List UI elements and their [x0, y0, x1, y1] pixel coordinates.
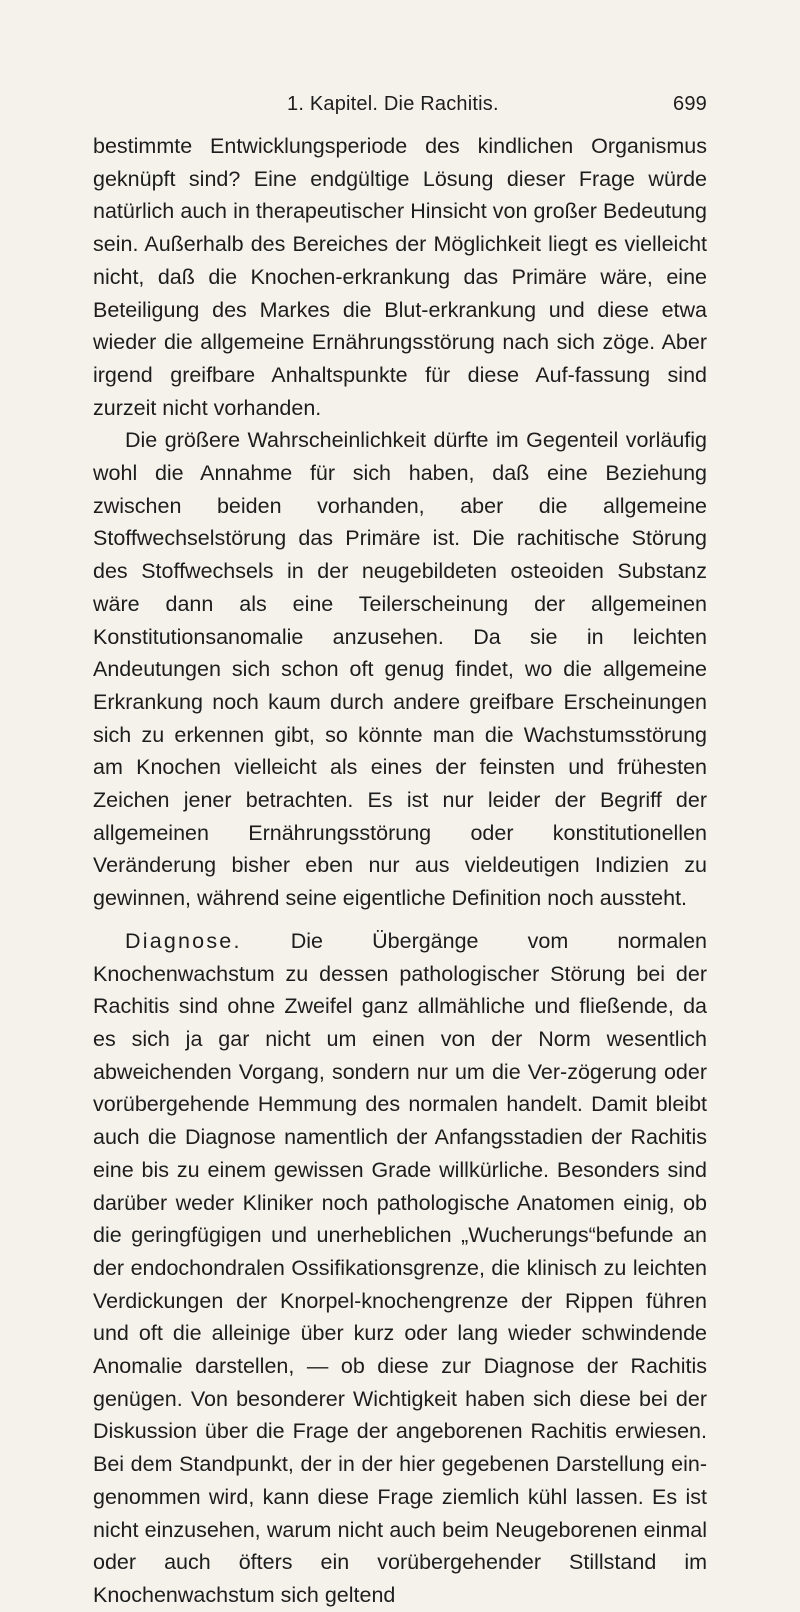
section-heading: Diagnose.	[125, 928, 242, 953]
running-header	[287, 93, 707, 119]
body-text	[93, 130, 707, 1612]
paragraph-3	[93, 925, 707, 1612]
chapter-title: 1. Kapitel. Die Rachitis.	[287, 93, 499, 115]
page-number: 699	[673, 93, 707, 115]
paragraph-1: bestimmte Entwicklungsperiode des kindlichen Organismus geknüpft sind? Eine endgültige Lösung dieser Frage würde natürlich auch in therapeutischer Hinsicht von großer Bedeutung sein. Außerhalb des Bereiches der Möglichkeit liegt es vielleicht nicht, daß die Knochen-erkrankung das Primäre wäre, eine Beteiligung des Markes die Blut-erkrankung und diese etwa wieder die allgemeine Ernährungsstörung nach sich zöge. Aber irgend greifbare Anhaltspunkte für diese Auf-fassung sind zurzeit nicht vorhanden.	[93, 134, 707, 420]
paragraph-2: Die größere Wahrscheinlichkeit dürfte im Gegenteil vorläufig wohl die Annahme für sich haben, daß eine Beziehung zwischen beiden vorhanden, aber die allgemeine Stoffwechselstörung das Primäre ist. Die rachitische Störung des Stoffwechsels in der neugebildeten osteoiden Substanz wäre dann als eine Teilerscheinung der allgemeinen Konstitutionsanomalie anzusehen. Da sie in leichten Andeutungen sich schon oft genug findet, wo die allgemeine Erkrankung noch kaum durch andere greifbare Erscheinungen sich zu erkennen gibt, so könnte man die Wachstumsstörung am Knochen vielleicht als eines der feinsten und frühesten Zeichen jener betrachten. Es ist nur leider der Begriff der allgemeinen Ernährungsstörung oder konstitutionellen Veränderung bisher eben nur aus vieldeutigen Indizien zu gewinnen, während seine eigentliche Definition noch aussteht.	[93, 428, 707, 911]
paragraph-3-text: Die Übergänge vom normalen Knochenwachstum zu dessen pathologischer Störung bei der Rachitis sind ohne Zweifel ganz allmähliche und fließende, da es sich ja gar nicht um einen von der Norm wesentlich abweichenden Vorgang, sondern nur um die Ver-zögerung oder vorübergehende Hemmung des normalen handelt. Damit bleibt auch die Diagnose namentlich der Anfangsstadien der Rachitis eine bis zu einem gewissen Grade willkürliche. Besonders sind darüber weder Kliniker noch pathologische Anatomen einig, ob die geringfügigen und unerheblichen „Wucherungs“befunde an der endochondralen Ossifikationsgrenze, die klinisch zu leichten Verdickungen der Knorpel-knochengrenze der Rippen führen und oft die alleinige über kurz oder lang wieder schwindende Anomalie darstellen, — ob diese zur Diagnose der Rachitis genügen. Von besonderer Wichtigkeit haben sich diese bei der Diskussion über die Frage der angeborenen Rachitis erwiesen. Bei dem Standpunkt, der in der hier gegebenen Darstellung ein-genommen wird, kann diese Frage ziemlich kühl lassen. Es ist nicht einzusehen, warum nicht auch beim Neugeborenen einmal oder auch öfters ein vorübergehender Stillstand im Knochenwachstum sich geltend	[93, 928, 707, 1607]
